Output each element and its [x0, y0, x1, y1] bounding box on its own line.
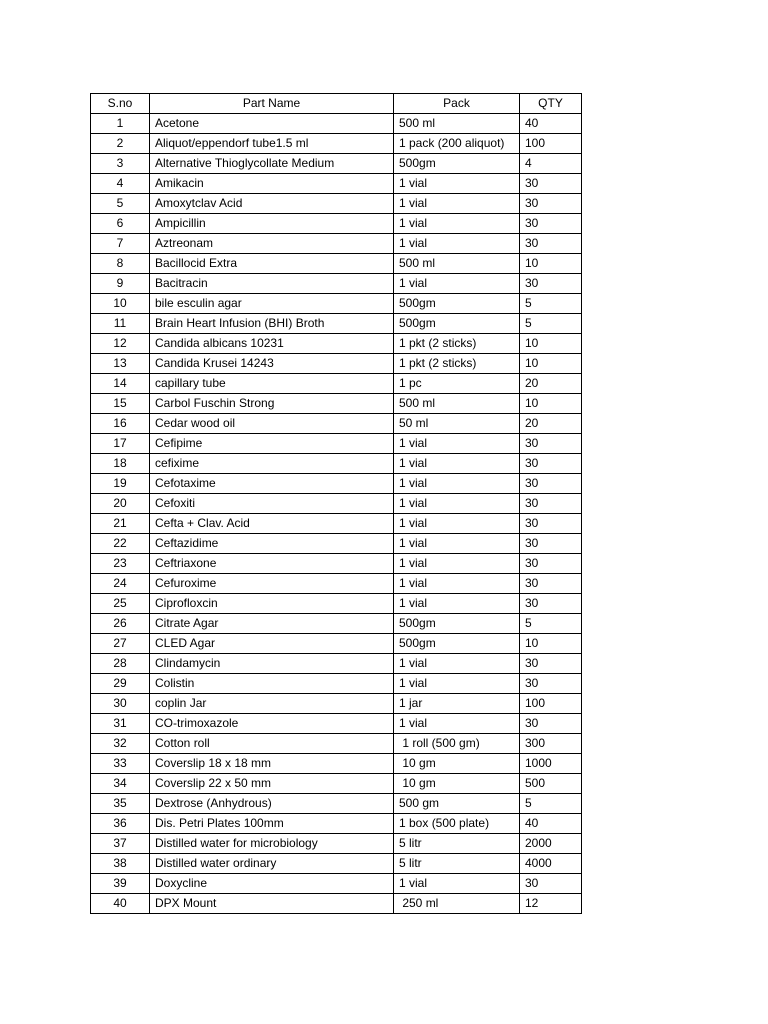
cell-qty: 30	[520, 434, 582, 454]
cell-qty: 10	[520, 254, 582, 274]
cell-pack: 1 vial	[394, 874, 520, 894]
cell-pack: 1 vial	[394, 494, 520, 514]
cell-part-name: Distilled water ordinary	[150, 854, 394, 874]
table-row	[91, 394, 582, 414]
table-row	[91, 814, 582, 834]
cell-pack: 500gm	[394, 294, 520, 314]
cell-qty: 5	[520, 314, 582, 334]
cell-sno: 40	[91, 894, 150, 914]
cell-part-name: Cefipime	[150, 434, 394, 454]
cell-qty: 30	[520, 194, 582, 214]
cell-part-name: Cedar wood oil	[150, 414, 394, 434]
table-row	[91, 214, 582, 234]
cell-part-name: Ceftazidime	[150, 534, 394, 554]
cell-qty: 30	[520, 494, 582, 514]
cell-qty: 30	[520, 274, 582, 294]
cell-pack: 1 pack (200 aliquot)	[394, 134, 520, 154]
table-row	[91, 234, 582, 254]
cell-part-name: Coverslip 18 x 18 mm	[150, 754, 394, 774]
cell-pack: 1 box (500 plate)	[394, 814, 520, 834]
table-row	[91, 474, 582, 494]
table-row	[91, 434, 582, 454]
cell-pack: 1 pkt (2 sticks)	[394, 334, 520, 354]
cell-part-name: Candida albicans 10231	[150, 334, 394, 354]
cell-part-name: Aliquot/eppendorf tube1.5 ml	[150, 134, 394, 154]
cell-part-name: Amikacin	[150, 174, 394, 194]
cell-pack: 1 vial	[394, 474, 520, 494]
cell-part-name: Bacitracin	[150, 274, 394, 294]
table-row	[91, 654, 582, 674]
cell-pack: 1 vial	[394, 454, 520, 474]
table-row	[91, 674, 582, 694]
cell-part-name: Dextrose (Anhydrous)	[150, 794, 394, 814]
cell-pack: 10 gm	[394, 754, 520, 774]
cell-qty: 100	[520, 694, 582, 714]
table-row	[91, 294, 582, 314]
table-row	[91, 594, 582, 614]
table-row	[91, 794, 582, 814]
cell-qty: 30	[520, 174, 582, 194]
cell-part-name: Aztreonam	[150, 234, 394, 254]
cell-pack: 500gm	[394, 154, 520, 174]
cell-pack: 1 vial	[394, 594, 520, 614]
cell-pack: 500 ml	[394, 254, 520, 274]
cell-qty: 300	[520, 734, 582, 754]
cell-sno: 25	[91, 594, 150, 614]
cell-sno: 15	[91, 394, 150, 414]
table-row	[91, 614, 582, 634]
cell-pack: 500gm	[394, 314, 520, 334]
cell-sno: 37	[91, 834, 150, 854]
cell-pack: 1 vial	[394, 274, 520, 294]
cell-part-name: Amoxytclav Acid	[150, 194, 394, 214]
cell-sno: 11	[91, 314, 150, 334]
cell-part-name: Clindamycin	[150, 654, 394, 674]
cell-qty: 30	[520, 714, 582, 734]
cell-sno: 23	[91, 554, 150, 574]
cell-sno: 21	[91, 514, 150, 534]
table-row	[91, 314, 582, 334]
cell-part-name: DPX Mount	[150, 894, 394, 914]
cell-pack: 1 pkt (2 sticks)	[394, 354, 520, 374]
cell-qty: 30	[520, 514, 582, 534]
cell-part-name: Dis. Petri Plates 100mm	[150, 814, 394, 834]
cell-qty: 30	[520, 454, 582, 474]
table-row	[91, 774, 582, 794]
header-qty: QTY	[520, 94, 582, 114]
cell-part-name: Citrate Agar	[150, 614, 394, 634]
table-body	[91, 114, 582, 914]
cell-part-name: Cefta + Clav. Acid	[150, 514, 394, 534]
cell-part-name: Distilled water for microbiology	[150, 834, 394, 854]
cell-qty: 30	[520, 234, 582, 254]
cell-part-name: Ciprofloxcin	[150, 594, 394, 614]
cell-sno: 14	[91, 374, 150, 394]
table-row	[91, 554, 582, 574]
cell-sno: 17	[91, 434, 150, 454]
cell-part-name: Carbol Fuschin Strong	[150, 394, 394, 414]
header-sno: S.no	[91, 94, 150, 114]
cell-pack: 5 litr	[394, 854, 520, 874]
cell-part-name: coplin Jar	[150, 694, 394, 714]
table-row	[91, 354, 582, 374]
cell-pack: 1 vial	[394, 174, 520, 194]
cell-part-name: capillary tube	[150, 374, 394, 394]
table-row	[91, 334, 582, 354]
cell-qty: 12	[520, 894, 582, 914]
table-row	[91, 734, 582, 754]
cell-pack: 500 ml	[394, 114, 520, 134]
table-row	[91, 274, 582, 294]
cell-part-name: Brain Heart Infusion (BHI) Broth	[150, 314, 394, 334]
cell-sno: 39	[91, 874, 150, 894]
table-row	[91, 514, 582, 534]
cell-qty: 30	[520, 654, 582, 674]
cell-sno: 32	[91, 734, 150, 754]
cell-sno: 38	[91, 854, 150, 874]
cell-part-name: Cotton roll	[150, 734, 394, 754]
header-row	[91, 94, 582, 114]
cell-part-name: Acetone	[150, 114, 394, 134]
cell-sno: 35	[91, 794, 150, 814]
cell-sno: 24	[91, 574, 150, 594]
cell-qty: 10	[520, 354, 582, 374]
cell-sno: 9	[91, 274, 150, 294]
parts-table	[90, 93, 582, 914]
cell-qty: 5	[520, 614, 582, 634]
cell-sno: 1	[91, 114, 150, 134]
cell-part-name: Bacillocid Extra	[150, 254, 394, 274]
cell-sno: 10	[91, 294, 150, 314]
cell-part-name: bile esculin agar	[150, 294, 394, 314]
cell-qty: 20	[520, 374, 582, 394]
table-row	[91, 534, 582, 554]
cell-sno: 26	[91, 614, 150, 634]
table-row	[91, 714, 582, 734]
cell-sno: 4	[91, 174, 150, 194]
cell-qty: 30	[520, 594, 582, 614]
cell-pack: 1 vial	[394, 434, 520, 454]
table-row	[91, 754, 582, 774]
cell-qty: 1000	[520, 754, 582, 774]
cell-part-name: Ceftriaxone	[150, 554, 394, 574]
table-row	[91, 114, 582, 134]
cell-pack: 10 gm	[394, 774, 520, 794]
table-row	[91, 134, 582, 154]
cell-qty: 5	[520, 794, 582, 814]
cell-qty: 5	[520, 294, 582, 314]
table-row	[91, 694, 582, 714]
cell-pack: 1 vial	[394, 194, 520, 214]
cell-sno: 19	[91, 474, 150, 494]
table-row	[91, 374, 582, 394]
cell-qty: 40	[520, 814, 582, 834]
cell-sno: 16	[91, 414, 150, 434]
cell-sno: 8	[91, 254, 150, 274]
cell-sno: 12	[91, 334, 150, 354]
table-header	[91, 94, 582, 114]
cell-part-name: Coverslip 22 x 50 mm	[150, 774, 394, 794]
cell-sno: 18	[91, 454, 150, 474]
header-pack: Pack	[394, 94, 520, 114]
cell-part-name: Doxycline	[150, 874, 394, 894]
cell-part-name: Ampicillin	[150, 214, 394, 234]
cell-sno: 28	[91, 654, 150, 674]
cell-qty: 30	[520, 534, 582, 554]
cell-pack: 1 vial	[394, 234, 520, 254]
table-row	[91, 454, 582, 474]
cell-pack: 500gm	[394, 614, 520, 634]
cell-sno: 27	[91, 634, 150, 654]
cell-part-name: Candida Krusei 14243	[150, 354, 394, 374]
cell-qty: 40	[520, 114, 582, 134]
cell-sno: 2	[91, 134, 150, 154]
table-row	[91, 194, 582, 214]
table-row	[91, 494, 582, 514]
cell-sno: 34	[91, 774, 150, 794]
table-row	[91, 414, 582, 434]
table-row	[91, 834, 582, 854]
cell-pack: 250 ml	[394, 894, 520, 914]
cell-part-name: Cefuroxime	[150, 574, 394, 594]
table-row	[91, 874, 582, 894]
cell-pack: 1 vial	[394, 574, 520, 594]
cell-pack: 500gm	[394, 634, 520, 654]
cell-qty: 2000	[520, 834, 582, 854]
cell-qty: 100	[520, 134, 582, 154]
cell-qty: 30	[520, 554, 582, 574]
cell-qty: 30	[520, 674, 582, 694]
cell-pack: 1 jar	[394, 694, 520, 714]
cell-qty: 30	[520, 474, 582, 494]
table-row	[91, 894, 582, 914]
cell-part-name: CO-trimoxazole	[150, 714, 394, 734]
cell-pack: 5 litr	[394, 834, 520, 854]
cell-pack: 1 vial	[394, 654, 520, 674]
cell-sno: 20	[91, 494, 150, 514]
table-row	[91, 634, 582, 654]
cell-pack: 1 vial	[394, 714, 520, 734]
cell-pack: 1 vial	[394, 514, 520, 534]
table-row	[91, 174, 582, 194]
cell-sno: 22	[91, 534, 150, 554]
cell-qty: 30	[520, 874, 582, 894]
cell-qty: 10	[520, 634, 582, 654]
cell-sno: 29	[91, 674, 150, 694]
cell-part-name: cefixime	[150, 454, 394, 474]
header-part-name: Part Name	[150, 94, 394, 114]
cell-qty: 20	[520, 414, 582, 434]
cell-sno: 33	[91, 754, 150, 774]
cell-qty: 4000	[520, 854, 582, 874]
cell-sno: 30	[91, 694, 150, 714]
cell-qty: 10	[520, 334, 582, 354]
cell-pack: 1 vial	[394, 534, 520, 554]
table-row	[91, 574, 582, 594]
cell-sno: 13	[91, 354, 150, 374]
cell-sno: 31	[91, 714, 150, 734]
cell-pack: 500 ml	[394, 394, 520, 414]
cell-sno: 7	[91, 234, 150, 254]
cell-pack: 1 vial	[394, 214, 520, 234]
cell-pack: 500 gm	[394, 794, 520, 814]
cell-qty: 4	[520, 154, 582, 174]
cell-part-name: Cefoxiti	[150, 494, 394, 514]
cell-qty: 10	[520, 394, 582, 414]
cell-pack: 1 roll (500 gm)	[394, 734, 520, 754]
cell-qty: 500	[520, 774, 582, 794]
cell-pack: 1 vial	[394, 554, 520, 574]
cell-qty: 30	[520, 214, 582, 234]
cell-sno: 36	[91, 814, 150, 834]
table-row	[91, 854, 582, 874]
cell-qty: 30	[520, 574, 582, 594]
table-row	[91, 154, 582, 174]
cell-part-name: Alternative Thioglycollate Medium	[150, 154, 394, 174]
cell-part-name: Cefotaxime	[150, 474, 394, 494]
table-row	[91, 254, 582, 274]
cell-part-name: CLED Agar	[150, 634, 394, 654]
cell-sno: 3	[91, 154, 150, 174]
cell-pack: 1 pc	[394, 374, 520, 394]
cell-sno: 5	[91, 194, 150, 214]
cell-sno: 6	[91, 214, 150, 234]
cell-part-name: Colistin	[150, 674, 394, 694]
cell-pack: 1 vial	[394, 674, 520, 694]
cell-pack: 50 ml	[394, 414, 520, 434]
